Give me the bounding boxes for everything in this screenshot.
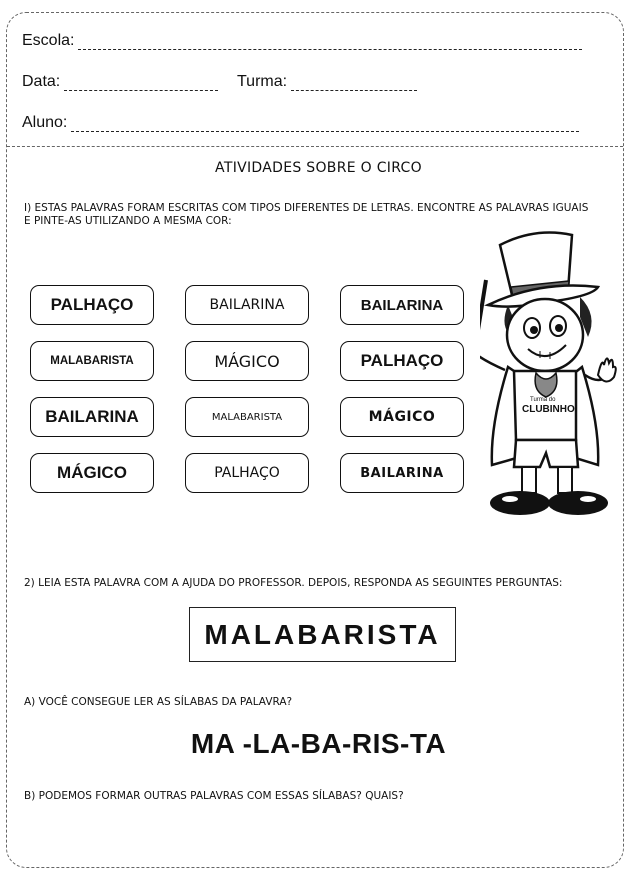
student-field[interactable]: [22, 114, 579, 132]
word-box[interactable]: BAILARINA: [340, 453, 464, 493]
student-line[interactable]: [71, 117, 579, 132]
right-shoe-icon: [548, 491, 608, 515]
left-shoe-icon: [490, 491, 550, 515]
question-2-text: 2) LEIA ESTA PALAVRA COM A AJUDA DO PROFESSOR. DEPOIS, RESPONDA AS SEGUINTES PERGUNTAS:: [24, 577, 563, 589]
class-label: Turma:: [237, 73, 288, 90]
word-box[interactable]: BAILARINA: [30, 397, 154, 437]
class-line[interactable]: [291, 76, 417, 91]
word-box[interactable]: PALHAÇO: [185, 453, 309, 493]
question-a-text: A) VOCÊ CONSEGUE LER AS SÍLABAS DA PALAVRA?: [24, 696, 293, 708]
featured-word-box: MALABARISTA: [189, 607, 456, 662]
question-b-text: B) PODEMOS FORMAR OUTRAS PALAVRAS COM ESSAS SÍLABAS? QUAIS?: [24, 790, 404, 802]
school-line[interactable]: [78, 35, 582, 50]
badge-text: CLUBINHO: [522, 404, 575, 415]
magician-mascot: [480, 225, 620, 525]
word-box[interactable]: BAILARINA: [185, 285, 309, 325]
syllables-text: MA -LA-BA-RIS-TA: [190, 728, 447, 759]
badge-small-text: Turma do: [530, 397, 556, 403]
school-label: Escola:: [22, 32, 75, 49]
date-line[interactable]: [64, 76, 218, 91]
word-box[interactable]: MALABARISTA: [30, 341, 154, 381]
magician-illustration: [480, 225, 620, 520]
date-label: Data:: [22, 73, 61, 90]
page-title: ATIVIDADES SOBRE O CIRCO: [215, 160, 422, 176]
header-divider: [7, 146, 623, 147]
word-box[interactable]: MÁGICO: [185, 341, 309, 381]
word-box[interactable]: PALHAÇO: [340, 341, 464, 381]
word-box[interactable]: MÁGICO: [340, 397, 464, 437]
school-field[interactable]: [22, 32, 582, 50]
date-field[interactable]: [22, 73, 218, 91]
word-box[interactable]: BAILARINA: [340, 285, 464, 325]
student-label: Aluno:: [22, 114, 68, 131]
word-box[interactable]: MALABARISTA: [185, 397, 309, 437]
question-1-text: I) ESTAS PALAVRAS FORAM ESCRITAS COM TIPOS DIFERENTES DE LETRAS. ENCONTRE AS PALAVRAS IGUAIS E PINTE-AS UTILIZANDO A MESMA COR:: [24, 202, 589, 227]
class-field[interactable]: [237, 73, 417, 91]
word-box[interactable]: MÁGICO: [30, 453, 154, 493]
word-box[interactable]: PALHAÇO: [30, 285, 154, 325]
wand-icon: [480, 280, 486, 355]
